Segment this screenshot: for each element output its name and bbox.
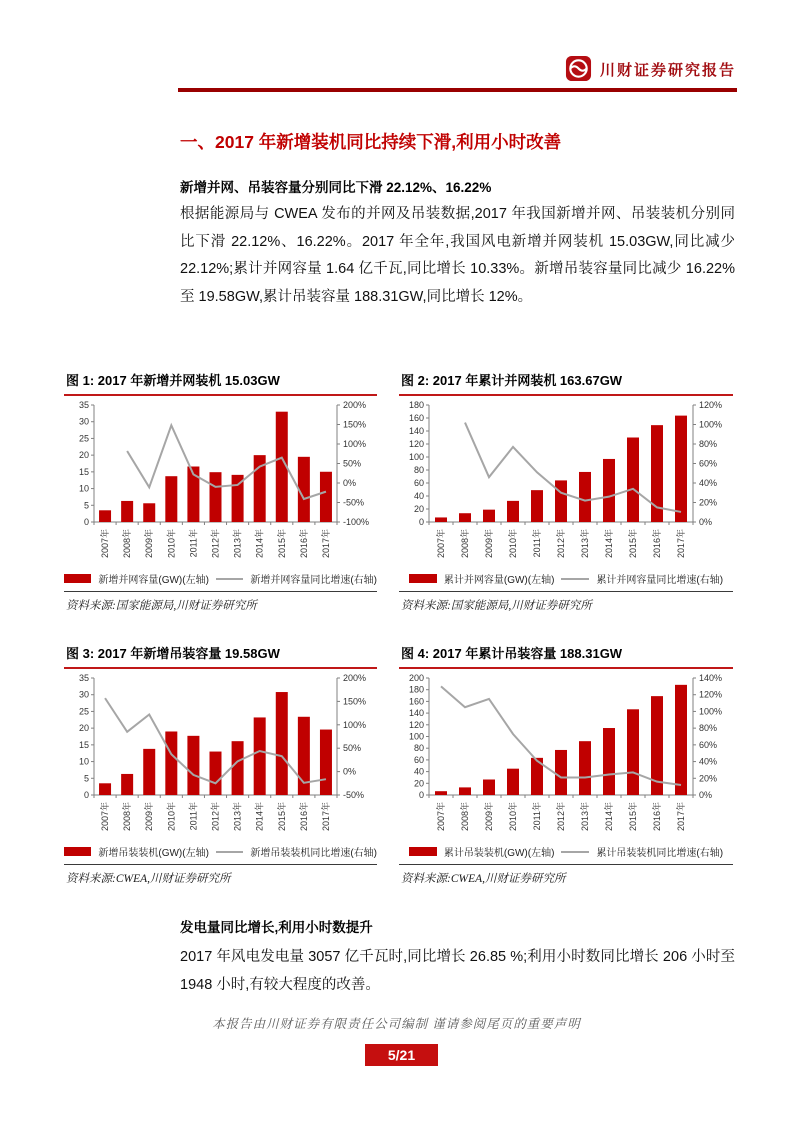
legend-line-swatch-icon (216, 578, 243, 580)
svg-text:80: 80 (413, 465, 424, 475)
svg-text:2010年: 2010年 (508, 529, 518, 559)
svg-text:140: 140 (408, 426, 424, 436)
svg-text:0: 0 (418, 517, 424, 527)
svg-text:2017年: 2017年 (676, 802, 686, 832)
svg-text:2007年: 2007年 (436, 529, 446, 559)
svg-text:2017年: 2017年 (676, 529, 686, 559)
svg-text:140%: 140% (699, 673, 723, 683)
figure-4-title: 图 4: 2017 年累计吊装容量 188.31GW (399, 642, 733, 669)
svg-text:120%: 120% (699, 400, 723, 410)
svg-text:30: 30 (78, 416, 89, 427)
svg-text:20: 20 (413, 504, 424, 514)
svg-text:40: 40 (413, 491, 424, 501)
svg-text:2014年: 2014年 (254, 529, 265, 559)
subsection-heading-1: 新增并网、吊装容量分别同比下滑 22.12%、16.22% (180, 180, 492, 195)
svg-text:2012年: 2012年 (210, 802, 221, 832)
svg-text:2008年: 2008年 (460, 802, 470, 832)
svg-text:35: 35 (78, 400, 89, 410)
svg-text:60%: 60% (699, 458, 718, 469)
figure-3-source: 资料来源:CWEA,川财证券研究所 (66, 873, 231, 885)
svg-text:2017年: 2017年 (320, 529, 331, 559)
legend-bar-swatch-icon (409, 847, 437, 856)
svg-text:100%: 100% (343, 439, 367, 449)
legend-line-label: 新增并网容量同比增速(右轴) (250, 575, 377, 586)
svg-text:60: 60 (413, 478, 424, 488)
svg-text:120%: 120% (699, 689, 723, 700)
svg-text:2008年: 2008年 (122, 529, 133, 559)
svg-text:35: 35 (78, 673, 89, 683)
svg-text:-50%: -50% (343, 790, 365, 800)
svg-text:2009年: 2009年 (484, 802, 494, 832)
svg-text:2011年: 2011年 (188, 529, 199, 558)
chart-1-new-grid-capacity (64, 398, 377, 570)
figure-2-source: 资料来源:国家能源局,川财证券研究所 (401, 600, 592, 612)
svg-text:140: 140 (408, 708, 424, 719)
svg-text:2008年: 2008年 (122, 802, 133, 832)
svg-text:40%: 40% (699, 478, 718, 488)
svg-text:60%: 60% (699, 739, 718, 750)
svg-text:200%: 200% (343, 673, 367, 683)
figure-2-title: 图 2: 2017 年累计并网装机 163.67GW (399, 369, 733, 396)
svg-text:2007年: 2007年 (100, 529, 111, 559)
legend-bar-label: 新增吊装装机(GW)(左轴) (98, 848, 209, 859)
svg-text:160: 160 (408, 413, 424, 423)
svg-text:2015年: 2015年 (276, 802, 287, 832)
svg-text:10: 10 (78, 483, 89, 494)
svg-text:40%: 40% (699, 756, 718, 767)
svg-text:180: 180 (408, 684, 424, 695)
svg-text:10: 10 (78, 756, 89, 767)
svg-text:2013年: 2013年 (580, 529, 590, 559)
svg-text:100%: 100% (343, 719, 367, 730)
report-brand-title: 川财证券研究报告 (600, 63, 737, 79)
svg-text:80%: 80% (699, 723, 718, 734)
svg-text:2012年: 2012年 (210, 529, 221, 559)
svg-text:20: 20 (78, 450, 89, 461)
figure-3-legend (64, 844, 377, 859)
svg-text:20%: 20% (699, 773, 718, 784)
legend-bar-swatch-icon (64, 574, 91, 583)
page-number-badge: 5/21 (365, 1044, 438, 1066)
svg-text:2016年: 2016年 (298, 802, 309, 832)
paragraph-2: 2017 年风电发电量 3057 亿千瓦时,同比增长 26.85 %;利用小时数同比增长 206 小时至 1948 小时,有较大程度的改善。 (180, 949, 735, 993)
svg-text:2014年: 2014年 (604, 529, 614, 559)
svg-text:2016年: 2016年 (298, 529, 309, 559)
legend-bar-label: 新增并网容量(GW)(左轴) (98, 575, 209, 586)
svg-text:2010年: 2010年 (166, 529, 177, 559)
footer-disclaimer: 本报告由川财证券有限责任公司编制 谨请参阅尾页的重要声明 (212, 1017, 581, 1031)
svg-text:2013年: 2013年 (232, 529, 243, 559)
paragraph-1: 根据能源局与 CWEA 发布的并网及吊装数据,2017 年我国新增并网、吊装装机分别同比下滑 22.12%、16.22%。2017 年全年,我国风电新增并网装机 15.03GW,同比减少 22.12%;累计并网容量 1.64 亿千瓦,同比增长 10.33%。新增吊装容量同比减少 16.22%至 19.58GW,累计吊装容量 188.31GW,同比增长 12%。 (180, 206, 735, 305)
svg-text:100: 100 (408, 731, 424, 742)
svg-text:2011年: 2011年 (532, 802, 542, 831)
svg-text:2009年: 2009年 (144, 529, 155, 559)
svg-text:-50%: -50% (343, 497, 365, 508)
figure-3 (64, 642, 377, 886)
header-divider (178, 88, 737, 92)
svg-text:2016年: 2016年 (652, 802, 662, 832)
legend-line-swatch-icon (216, 851, 243, 853)
section-title: 一、2017 年新增装机同比持续下滑,利用小时改善 (180, 132, 562, 152)
svg-text:2009年: 2009年 (484, 529, 494, 559)
figure-1 (64, 369, 377, 613)
chart-4-cumulative-hoisted-capacity (399, 671, 733, 843)
svg-text:2007年: 2007年 (436, 802, 446, 832)
legend-line-label: 新增吊装装机同比增速(右轴) (250, 848, 377, 859)
svg-text:0%: 0% (343, 478, 357, 488)
svg-text:150%: 150% (343, 696, 367, 707)
svg-text:200%: 200% (343, 400, 367, 410)
svg-text:15: 15 (78, 466, 89, 477)
legend-bar-swatch-icon (64, 847, 91, 856)
svg-text:0%: 0% (699, 790, 713, 800)
svg-text:60: 60 (413, 754, 424, 765)
svg-text:2012年: 2012年 (556, 802, 566, 832)
legend-bar-label: 累计并网容量(GW)(左轴) (443, 575, 555, 586)
svg-text:2011年: 2011年 (188, 802, 199, 831)
svg-text:25: 25 (78, 706, 89, 717)
legend-line-swatch-icon (561, 578, 589, 580)
svg-text:2015年: 2015年 (628, 802, 638, 832)
svg-text:100%: 100% (699, 706, 723, 717)
svg-text:0: 0 (83, 517, 89, 527)
chart-2-cumulative-grid-capacity (399, 398, 733, 570)
svg-text:2011年: 2011年 (532, 529, 542, 558)
legend-line-label: 累计并网容量同比增速(右轴) (596, 575, 724, 586)
chuancai-logo-icon (565, 55, 592, 82)
figure-1-source: 资料来源:国家能源局,川财证券研究所 (66, 600, 257, 612)
svg-text:80%: 80% (699, 439, 718, 449)
legend-bar-swatch-icon (409, 574, 437, 583)
svg-text:2015年: 2015年 (628, 529, 638, 559)
svg-text:5: 5 (83, 500, 89, 511)
svg-text:20: 20 (413, 778, 424, 789)
subsection-heading-2: 发电量同比增长,利用小时数提升 (180, 920, 373, 935)
svg-text:30: 30 (78, 689, 89, 700)
svg-text:2008年: 2008年 (460, 529, 470, 559)
svg-text:2007年: 2007年 (100, 802, 111, 832)
svg-text:2012年: 2012年 (556, 529, 566, 559)
svg-text:180: 180 (408, 400, 424, 410)
svg-text:100: 100 (408, 452, 424, 462)
svg-text:25: 25 (78, 433, 89, 444)
legend-bar-label: 累计吊装装机(GW)(左轴) (443, 848, 555, 859)
chart-3-new-hoisted-capacity (64, 671, 377, 843)
svg-text:40: 40 (413, 766, 424, 777)
svg-text:2010年: 2010年 (508, 802, 518, 832)
figure-1-legend (64, 571, 377, 586)
svg-text:120: 120 (408, 439, 424, 449)
svg-text:20: 20 (78, 723, 89, 734)
figure-4 (399, 642, 733, 886)
svg-text:2014年: 2014年 (604, 802, 614, 832)
figure-4-source: 资料来源:CWEA,川财证券研究所 (401, 873, 566, 885)
legend-line-label: 累计吊装装机同比增速(右轴) (596, 848, 724, 859)
svg-text:2014年: 2014年 (254, 802, 265, 832)
svg-text:2015年: 2015年 (276, 529, 287, 559)
figure-2 (399, 369, 733, 613)
svg-text:0%: 0% (343, 766, 357, 777)
figure-3-title: 图 3: 2017 年新增吊装容量 19.58GW (64, 642, 377, 669)
figure-2-legend (399, 571, 733, 586)
svg-text:80: 80 (413, 743, 424, 754)
svg-text:2010年: 2010年 (166, 802, 177, 832)
svg-text:15: 15 (78, 739, 89, 750)
svg-text:0: 0 (418, 790, 424, 800)
svg-text:2013年: 2013年 (580, 802, 590, 832)
svg-text:150%: 150% (343, 419, 367, 430)
figure-4-legend (399, 844, 733, 859)
svg-text:20%: 20% (699, 497, 718, 508)
svg-text:2013年: 2013年 (232, 802, 243, 832)
svg-text:0: 0 (83, 790, 89, 800)
legend-line-swatch-icon (561, 851, 589, 853)
svg-text:50%: 50% (343, 743, 362, 754)
svg-text:50%: 50% (343, 458, 362, 469)
svg-text:100%: 100% (699, 419, 723, 430)
svg-text:160: 160 (408, 696, 424, 707)
svg-text:2017年: 2017年 (320, 802, 331, 832)
svg-text:2016年: 2016年 (652, 529, 662, 559)
svg-text:2009年: 2009年 (144, 802, 155, 832)
svg-text:-100%: -100% (343, 517, 370, 527)
figure-1-title: 图 1: 2017 年新增并网装机 15.03GW (64, 369, 377, 396)
svg-text:0%: 0% (699, 517, 713, 527)
svg-text:200: 200 (408, 673, 424, 683)
svg-text:120: 120 (408, 719, 424, 730)
svg-text:5: 5 (83, 773, 89, 784)
